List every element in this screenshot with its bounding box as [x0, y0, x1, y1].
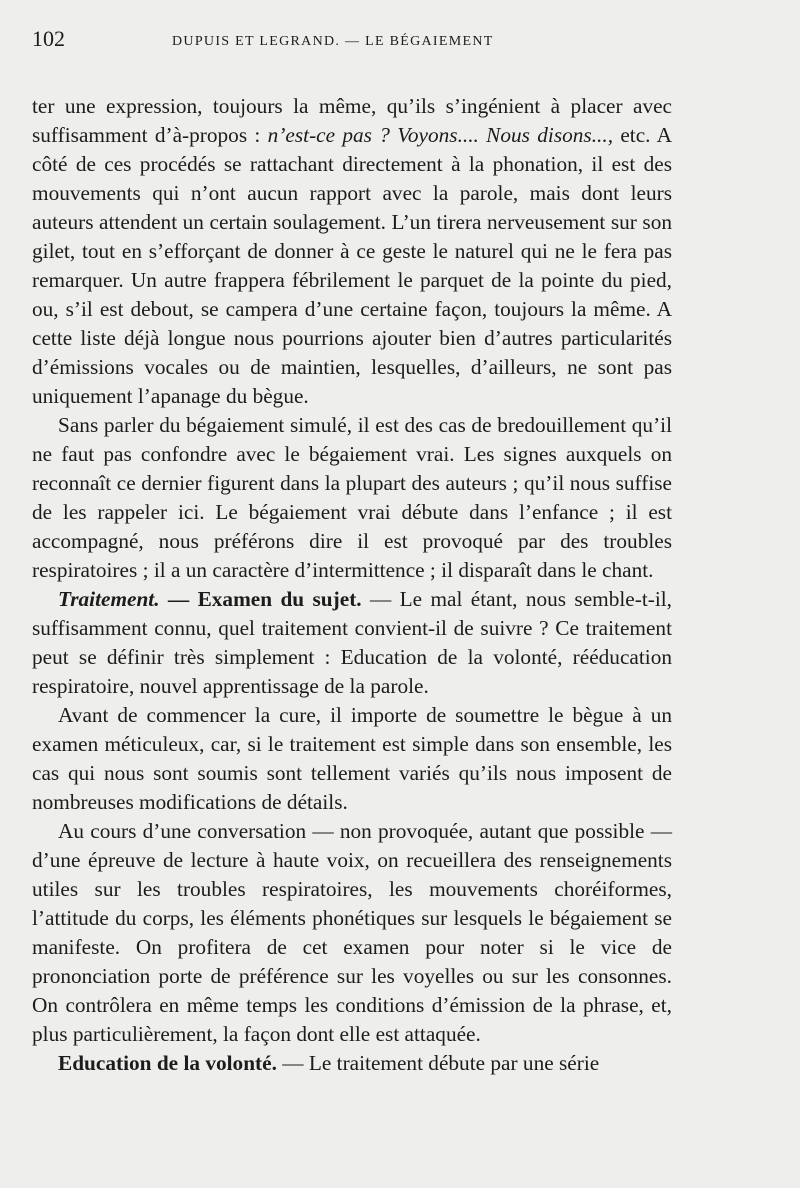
paragraph-2: Sans parler du bégaiement simulé, il est des cas de bredouillement qu’il ne faut pas confondre avec le bégaiement vrai. Les signes auxquels on reconnaît ce dernier figurent dans la plupart des auteurs ; qu’il nous suffise de les rappeler ici. Le bégaiement vrai débute dans l’enfance ; il est accompagné, nous préférons dire il est provoqué par des troubles respiratoires ; il a un caractère d’intermittence ; il disparaît dans le chant. [32, 413, 672, 582]
section-heading-traitement-subtitle: — Examen du sujet. [159, 587, 362, 611]
body-text [32, 92, 672, 1078]
section-heading-education: Education de la volonté. [58, 1051, 277, 1075]
paragraph-5: Au cours d’une conversation — non provoquée, autant que possible — d’une épreuve de lecture à haute voix, on recueillera des renseignements utiles sur les troubles respiratoires, les mouvements choréiformes, l’attitude du corps, les éléments phonétiques sur lesquels le bégaiement se manifeste. On profitera de cet examen pour noter si le vice de prononciation porte de préférence sur les voyelles ou sur les consonnes. On contrôlera en même temps les conditions d’émission de la phrase, et, plus particulièrement, la façon dont elle est attaquée. [32, 819, 672, 1046]
section-heading-traitement [58, 587, 362, 611]
paragraph-1-italic-phrase: n’est-ce pas ? Voyons.... Nous disons..., [267, 123, 614, 147]
paragraph-1-text-a: ter une expression, toujours la même, qu’ils s’ingénient à placer avec suffisamment d’à-propos : [32, 94, 672, 147]
section-heading-traitement-title: Traitement. [58, 587, 160, 611]
paragraph-4: Avant de commencer la cure, il importe de soumettre le bègue à un examen méticuleux, car, si le traitement est simple dans son ensemble, les cas qui nous sont soumis sont tellement variés qu’ils nous imposent de nombreuses modifications de détails. [32, 703, 672, 814]
running-head: DUPUIS ET LEGRAND. — LE BÉGAIEMENT [172, 34, 494, 49]
paragraph-3 [32, 585, 672, 701]
paragraph-1 [32, 92, 672, 411]
page-header [32, 26, 672, 56]
paragraph-3-text: — Le mal étant, nous semble-t-il, suffisamment connu, quel traitement convient-il de suivre ? Ce traitement peut se définir très simplement : Education de la volonté, rééducation respiratoire, nouvel apprentissage de la parole. [32, 587, 672, 698]
paragraph-6 [32, 1049, 672, 1078]
page-number: 102 [32, 26, 65, 51]
paragraph-1-text-b: etc. A côté de ces procédés se rattachant directement à la phonation, il est des mouvements qui n’ont aucun rapport avec la parole, mais dont leurs auteurs attendent un certain soulagement. L’un tirera nerveusement sur son gilet, tout en s’efforçant de donner à ce geste le naturel qui ne le fera pas remarquer. Un autre frappera fébrilement le parquet de la pointe du pied, ou, s’il est debout, se campera d’une certaine façon, toujours la même. A cette liste déjà longue nous pourrions ajouter bien d’autres particularités d’émissions vocales ou de maintien, lesquelles, d’ailleurs, ne sont pas uniquement l’apanage du bègue. [32, 123, 673, 408]
paragraph-6-text: — Le traitement débute par une série [276, 1051, 600, 1075]
